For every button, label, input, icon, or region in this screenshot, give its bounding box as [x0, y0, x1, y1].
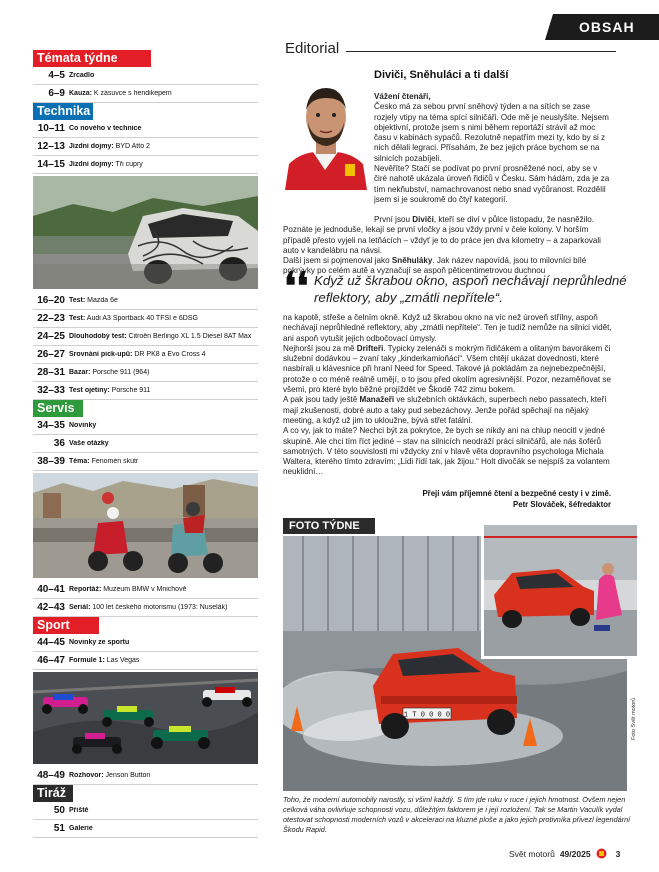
page-footer: [509, 848, 620, 859]
toc-entry-label: Novinky ze sportu: [69, 639, 130, 646]
toc-entry-title: Las Vegas: [104, 657, 140, 664]
toc-entry-label: Bazar:: [69, 369, 91, 376]
scooter-riders-image: [33, 473, 258, 578]
toc-row[interactable]: [33, 581, 258, 599]
toc-entry-text: [69, 333, 258, 340]
toc-page-range: 24–25: [37, 331, 65, 342]
editorial-paragraph-7: [283, 395, 612, 426]
quote-mark-icon: ❛❛: [284, 266, 309, 308]
toc-entry-text: [69, 458, 258, 465]
editorial-body-bottom: [283, 313, 612, 478]
para6-bold: Drifteři: [356, 343, 384, 353]
photo-of-week-inset: [481, 522, 640, 659]
section-header-tiraz: Tiráž: [33, 785, 73, 802]
toc-entry-title: Porsche 911 (964): [90, 369, 150, 376]
toc-entry-label: Test:: [69, 297, 86, 304]
toc-page-range: 14–15: [37, 159, 65, 170]
toc-page-range: 40–41: [37, 584, 65, 595]
editorial-greeting: Vážení čtenáři,: [374, 92, 431, 101]
toc-entry-text: [69, 586, 258, 593]
toc-entry-label: Reportáž:: [69, 586, 102, 593]
toc-entry-title: Tři cupry: [113, 161, 143, 168]
toc-list-technika-2: [33, 292, 258, 400]
signature-line-2: Petr Slováček, šéfredaktor: [513, 499, 611, 509]
contents-tab-label: OBSAH: [579, 19, 635, 35]
toc-entry-text: [69, 807, 258, 814]
para4-c: . Jak název napovídá, jsou to milovníci bílé pokrývky po celém autě a vyznačují se aspoň pěticentimetrovou duchnou: [283, 256, 587, 276]
scooter-photo: [33, 473, 258, 578]
toc-entry-label: Test ojetiny:: [69, 387, 110, 394]
editorial-body-top: [374, 92, 612, 205]
toc-entry-label: Téma:: [69, 458, 90, 465]
photo-caption: Toho, že moderní automobily narostly, si všiml každý. S tím jde ruku v ruce i jejich hmotnost. Ovšem nejen celková váha ovlivňuje schopnosti vozu, důležitým faktorem je i její rozložení. Tak se Martin Vaculík vydal otestovat schopnosti moderních vozů v akceleraci na kluzné ploše a jako jejich protivníka přivezl legendární Škodu Rapid.: [283, 795, 631, 834]
toc-row[interactable]: [33, 85, 258, 103]
toc-list-technika: [33, 120, 258, 174]
editorial-section-title: Editorial: [285, 40, 340, 57]
signature-line-1: Přeji vám příjemné čtení a bezpečné cesty i v zimě.: [422, 489, 611, 498]
editor-portrait: [283, 72, 368, 190]
toc-row[interactable]: [33, 138, 258, 156]
toc-entry-text: [69, 772, 258, 779]
cupra-camouflage-car-image: [33, 176, 258, 289]
para3-a: První jsou: [374, 215, 413, 224]
toc-page-range: 32–33: [37, 385, 65, 396]
formula-one-cars-image: [33, 672, 258, 764]
toc-row[interactable]: [33, 767, 258, 785]
toc-row[interactable]: [33, 120, 258, 138]
toc-page-range: 22–23: [37, 313, 65, 324]
toc-entry-label: Jízdní dojmy:: [69, 143, 114, 150]
editorial-headline: Diviči, Sněhuláci a ti další: [374, 69, 509, 81]
editorial-signature: [283, 489, 611, 510]
toc-entry-title: Audi A3 Sportback 40 TFSI e 6DSG: [85, 315, 198, 322]
toc-entry-label: Formule 1:: [69, 657, 105, 664]
para6-a: Nejhorší jsou za mě: [283, 343, 357, 353]
toc-entry-label: Galerie: [69, 825, 93, 832]
toc-page-range: 26–27: [37, 349, 65, 360]
toc-page-range: 44–45: [37, 637, 65, 648]
toc-row[interactable]: [33, 417, 258, 435]
toc-row[interactable]: [33, 634, 258, 652]
magazine-name: Svět motorů: [509, 848, 555, 859]
toc-entry-label: Test:: [69, 315, 86, 322]
toc-row[interactable]: [33, 310, 258, 328]
toc-entry-label: Co nového v technice: [69, 125, 142, 132]
toc-entry-text: [69, 143, 258, 150]
editorial-body-mid: [283, 215, 612, 277]
toc-entry-text: [69, 825, 258, 832]
toc-entry-label: Novinky: [69, 422, 97, 429]
para3-bold: Diviči: [412, 215, 434, 224]
toc-entry-label: Vaše otázky: [69, 440, 109, 447]
toc-page-range: 50: [53, 805, 65, 816]
toc-page-range: 28–31: [37, 367, 65, 378]
toc-page-range: 34–35: [37, 420, 65, 431]
toc-row[interactable]: [33, 382, 258, 400]
toc-row[interactable]: [33, 156, 258, 174]
toc-row[interactable]: [33, 346, 258, 364]
para7-c: ve služebních oktávkách, superbech nebo passatech, kteří mají zkušenosti, dobré auto a taky pud sebezáchovy. Jenže pořád spěchají na nějaký meeting, a když už jim to ukloužne, bývá střet fatální.: [283, 395, 607, 425]
table-of-contents: [33, 50, 258, 838]
toc-entry-label: Přiště: [69, 807, 89, 814]
toc-row[interactable]: [33, 328, 258, 346]
toc-page-range: 38–39: [37, 456, 65, 467]
toc-list-sport: [33, 634, 258, 670]
skoda-rapid-service-image: [484, 525, 637, 656]
para7-a: A pak jsou tady ještě: [283, 395, 360, 405]
toc-entry-label: Dlouhodobý test:: [69, 333, 127, 340]
toc-row[interactable]: [33, 652, 258, 670]
para3-c: , kteří se diví v půlce listopadu, že nasněžilo. Poznáte je jednoduše, lekají se první vločky a jsou vždy první v čele kolony. V horším případě přesto vyjeli na letňácích – vždyť je to do práce jen dva kilometry – a zaparkovali auto v kandelábru na návsi.: [283, 215, 601, 255]
toc-entry-text: [69, 351, 258, 358]
toc-entry-label: Zrcadlo: [69, 72, 95, 79]
toc-entry-title: Fenomén skútr: [89, 458, 139, 465]
toc-entry-text: [69, 315, 258, 322]
toc-entry-title: 100 let českého motorismu (1973: Nuselák): [90, 604, 228, 611]
para4-a: Další jsem si pojmenoval jako: [283, 256, 392, 266]
editorial-paragraph-5: na kapotě, střeše a čelním okně. Když už škrabou okno na víc než úroveň střílny, aspoň nechávají neprůhledné reflektory, aby „zmátli nepřítele“. Ten je tudíž nemůže na silnici vidět, ani aspoň vytušit jejich odbočovací úmysly.: [283, 313, 612, 343]
photo-of-week-tab: FOTO TÝDNE: [283, 518, 375, 534]
toc-page-range: 4–5: [48, 70, 65, 81]
toc-entry-title: K zásuvce s hendikepem: [91, 90, 172, 97]
section-header-servis: Servis: [33, 400, 83, 417]
toc-entry-title: Porsche 911: [109, 387, 151, 394]
toc-page-range: 10–11: [37, 123, 65, 134]
toc-entry-text: [69, 604, 258, 611]
toc-page-range: 48–49: [37, 770, 65, 781]
para6-c: . Typicky zelenáči s mokrým řidičákem a olitaným bavorákem či služební dodávkou – zvaní taky „kinderkamioňáci“. Všem chtějí ukázat dovednosti, které nasbírali u klávesnice při hraní Need for Speed. Takové já pokládám za nejnebezpečnější, protože o co méně reálně umějí, o to jsou před okolím agresivnější. Pozor, nezaměňovat se všemi, pro které bylo běžné projíždět ve Škodě 742 zimu bokem.: [283, 343, 611, 395]
toc-list-servis: [33, 417, 258, 471]
toc-entry-text: [69, 639, 258, 646]
toc-page-range: 51: [53, 823, 65, 834]
toc-entry-title: Muzeum BMW v Mnichově: [101, 586, 187, 593]
toc-row[interactable]: [33, 364, 258, 382]
f1-photo: [33, 672, 258, 764]
toc-list-temata: [33, 67, 258, 103]
toc-entry-text: [69, 125, 258, 132]
editorial-paragraph-8: A co vy, jak to máte? Nechci být za pokrytce, že bych se nikdy ani na chlup neocitl v jedné skupině. Ale chci tím říct jediné – stav na silnicích neodráží práci silničářů, ale nás šoférů samotných. V této souvislosti mi vždycky zní v hlavě věta dopravního psychologa Michala Waltera, kterého tímto zdravím: „Lidi řídí tak, jak žijou.“ Holt divočák se nejspíš za volantem neuklidní…: [283, 426, 610, 477]
cupra-photo: [33, 176, 258, 289]
toc-entry-text: [69, 422, 258, 429]
para4-bold: Sněhuláky: [391, 256, 433, 266]
toc-row[interactable]: [33, 802, 258, 820]
editorial-rule: [346, 51, 616, 52]
toc-page-range: 36: [53, 438, 65, 449]
issue-number: 49/2025: [559, 848, 591, 859]
toc-page-range: 12–13: [37, 141, 65, 152]
toc-page-range: 6–9: [48, 88, 65, 99]
toc-entry-label: Srovnání pick-upů:: [69, 351, 133, 358]
photo-credit: Foto Svět motorů: [631, 697, 637, 740]
pull-quote-text: Když už škrabou okno, aspoň nechávají neprůhledné reflektory, aby „zmátli nepřítele“.: [314, 273, 627, 305]
toc-entry-text: [69, 440, 258, 447]
toc-entry-title: Mazda 6e: [85, 297, 118, 304]
magazine-logo-icon: [596, 848, 607, 859]
toc-row[interactable]: [33, 820, 258, 838]
editorial-paragraph-3: [283, 215, 612, 256]
editor-photo-image: [283, 72, 368, 190]
toc-page-range: 16–20: [37, 295, 65, 306]
toc-entry-text: [69, 657, 258, 664]
toc-entry-label: Jízdní dojmy:: [69, 161, 114, 168]
toc-list-servis-2: [33, 581, 258, 617]
contents-tab: [553, 14, 659, 40]
toc-page-range: 42–43: [37, 602, 65, 613]
section-header-sport: Sport: [33, 617, 99, 634]
toc-page-range: 46–47: [37, 655, 65, 666]
toc-row[interactable]: [33, 599, 258, 617]
toc-entry-text: [69, 369, 258, 376]
toc-row[interactable]: [33, 292, 258, 310]
toc-entry-label: Kauza:: [69, 90, 92, 97]
section-header-temata: Témata týdne: [33, 50, 151, 67]
page-number: 3: [615, 848, 621, 859]
toc-entry-text: [69, 72, 258, 79]
toc-list-sport-2: [33, 767, 258, 785]
editorial-paragraph-2: Nevěříte? Stačí se podívat po první prosněžené noci, aby se v čiré nahotě ukázala úroveň řidičů v Česku. Sám hádám, zda je za tím nekňubství, namachrovanost nebo snad vyčůranost. Rozdělil jsem si je soukromě do čtyř kategorií.: [374, 164, 610, 204]
editorial-paragraph-6: [283, 344, 612, 395]
toc-entry-text: [69, 387, 258, 394]
license-plate: 1 T 0 0 0 0: [403, 711, 451, 720]
editorial-paragraph-1: Česko má za sebou první sněhový týden a na sítích se zase rozjely vtipy na téma spící silničáři. Ode mě je neuslyšíte. Nejsem objektivní, protože jsem s nimi během reportáží strávil až moc času v kabinách sypačů. Rezolutně nepatřím mezi ty, kdo by si z nich dělali legraci. Přísahám, že bez jejich práce bychom se na silnicích pozabíjeli.: [374, 102, 609, 163]
toc-entry-title: Jenson Button: [103, 772, 151, 779]
toc-entry-text: [69, 161, 258, 168]
toc-entry-label: Rozhovor:: [69, 772, 104, 779]
toc-row[interactable]: [33, 435, 258, 453]
toc-entry-label: Seriál:: [69, 604, 91, 611]
toc-entry-title: Citroën Berlingo XL 1.5 Diesel 8AT Max: [126, 333, 252, 340]
toc-entry-title: BYD Atto 2: [113, 143, 150, 150]
toc-entry-text: [69, 90, 258, 97]
para7-bold: Manažeři: [359, 395, 395, 405]
toc-row[interactable]: [33, 453, 258, 471]
toc-list-tiraz: [33, 802, 258, 838]
toc-row[interactable]: [33, 67, 258, 85]
toc-entry-text: [69, 297, 258, 304]
toc-entry-title: DR PK8 a Evo Cross 4: [132, 351, 206, 358]
section-header-technika: Technika: [33, 103, 93, 120]
